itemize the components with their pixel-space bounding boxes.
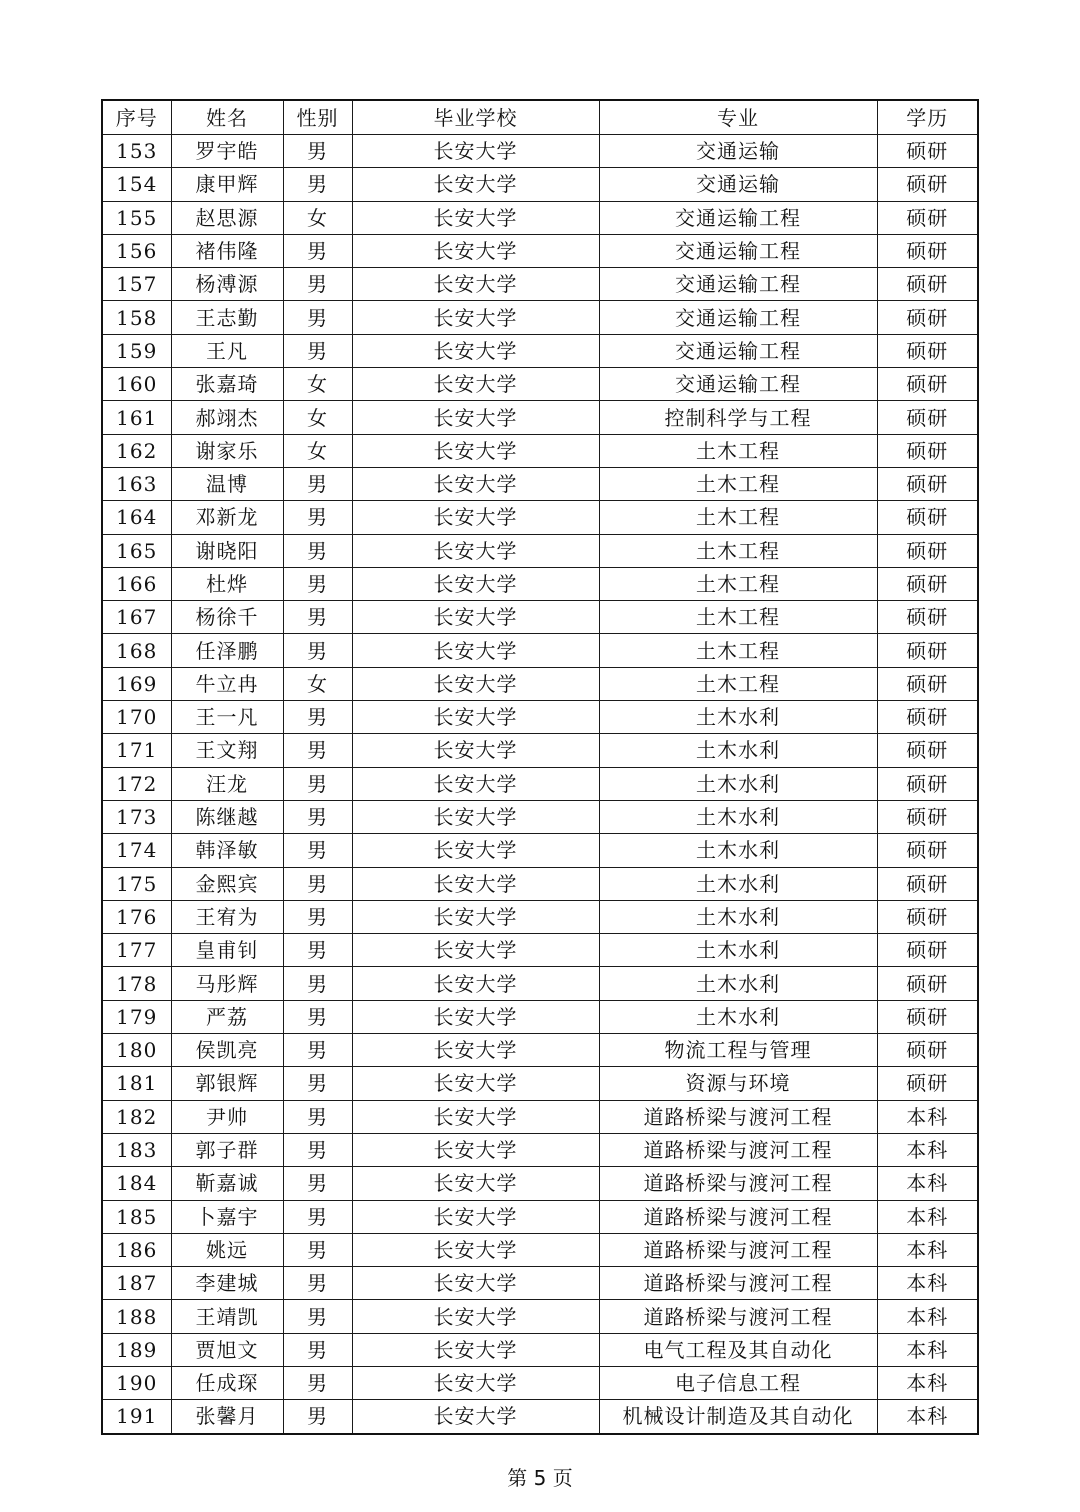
cell-degree: 硕研: [877, 501, 978, 534]
cell-gender: 男: [283, 501, 352, 534]
table-body: [102, 135, 978, 1434]
table-row: [102, 1034, 978, 1067]
cell-major: 道路桥梁与渡河工程: [599, 1167, 877, 1200]
cell-school: 长安大学: [352, 1133, 599, 1166]
cell-index: 169: [102, 667, 171, 700]
cell-major: 道路桥梁与渡河工程: [599, 1100, 877, 1133]
cell-degree: 硕研: [877, 867, 978, 900]
cell-index: 177: [102, 934, 171, 967]
table-row: [102, 1333, 978, 1366]
cell-name: 汪龙: [171, 767, 283, 800]
header-row: [102, 100, 978, 135]
table-row: [102, 368, 978, 401]
cell-gender: 男: [283, 601, 352, 634]
cell-name: 牛立冉: [171, 667, 283, 700]
table-row: [102, 834, 978, 867]
page-number: 第 5 页: [507, 1466, 573, 1490]
cell-degree: 硕研: [877, 401, 978, 434]
cell-major: 土木工程: [599, 467, 877, 500]
header-cell-major: 专业: [599, 100, 877, 135]
cell-gender: 男: [283, 834, 352, 867]
cell-school: 长安大学: [352, 301, 599, 334]
cell-major: 土木工程: [599, 667, 877, 700]
cell-degree: 本科: [877, 1133, 978, 1166]
table-row: [102, 1100, 978, 1133]
table-row: [102, 601, 978, 634]
cell-name: 姚远: [171, 1233, 283, 1266]
cell-name: 郝翊杰: [171, 401, 283, 434]
cell-school: 长安大学: [352, 800, 599, 833]
cell-degree: 硕研: [877, 334, 978, 367]
cell-name: 褚伟隆: [171, 234, 283, 267]
table-row: [102, 867, 978, 900]
cell-major: 土木工程: [599, 601, 877, 634]
cell-index: 180: [102, 1034, 171, 1067]
cell-gender: 男: [283, 567, 352, 600]
cell-school: 长安大学: [352, 1300, 599, 1333]
cell-degree: 硕研: [877, 135, 978, 168]
table-row: [102, 1267, 978, 1300]
cell-school: 长安大学: [352, 534, 599, 567]
cell-major: 道路桥梁与渡河工程: [599, 1300, 877, 1333]
cell-school: 长安大学: [352, 1267, 599, 1300]
cell-name: 郭子群: [171, 1133, 283, 1166]
cell-name: 王文翔: [171, 734, 283, 767]
cell-name: 张嘉琦: [171, 368, 283, 401]
cell-major: 土木工程: [599, 501, 877, 534]
table-row: [102, 1233, 978, 1266]
cell-index: 186: [102, 1233, 171, 1266]
cell-school: 长安大学: [352, 601, 599, 634]
cell-degree: 硕研: [877, 301, 978, 334]
cell-degree: 硕研: [877, 168, 978, 201]
cell-major: 土木水利: [599, 934, 877, 967]
cell-name: 李建城: [171, 1267, 283, 1300]
cell-gender: 男: [283, 734, 352, 767]
cell-school: 长安大学: [352, 467, 599, 500]
cell-index: 183: [102, 1133, 171, 1166]
cell-index: 159: [102, 334, 171, 367]
table-header: [102, 100, 978, 135]
cell-major: 交通运输工程: [599, 201, 877, 234]
cell-degree: 硕研: [877, 1000, 978, 1033]
cell-major: 道路桥梁与渡河工程: [599, 1267, 877, 1300]
cell-school: 长安大学: [352, 1167, 599, 1200]
cell-gender: 男: [283, 1034, 352, 1067]
cell-school: 长安大学: [352, 501, 599, 534]
cell-school: 长安大学: [352, 567, 599, 600]
header-cell-index: 序号: [102, 100, 171, 135]
cell-school: 长安大学: [352, 1067, 599, 1100]
cell-degree: 本科: [877, 1333, 978, 1366]
cell-gender: 男: [283, 634, 352, 667]
cell-degree: 硕研: [877, 934, 978, 967]
cell-index: 171: [102, 734, 171, 767]
cell-index: 162: [102, 434, 171, 467]
table-row: [102, 634, 978, 667]
cell-gender: 女: [283, 401, 352, 434]
cell-gender: 男: [283, 534, 352, 567]
table-row: [102, 701, 978, 734]
table-row: [102, 501, 978, 534]
cell-school: 长安大学: [352, 767, 599, 800]
cell-gender: 女: [283, 667, 352, 700]
cell-name: 杨徐千: [171, 601, 283, 634]
cell-degree: 本科: [877, 1267, 978, 1300]
cell-gender: 女: [283, 368, 352, 401]
cell-name: 任泽鹏: [171, 634, 283, 667]
cell-index: 160: [102, 368, 171, 401]
cell-degree: 本科: [877, 1400, 978, 1434]
cell-major: 交通运输: [599, 168, 877, 201]
cell-major: 物流工程与管理: [599, 1034, 877, 1067]
cell-degree: 硕研: [877, 601, 978, 634]
table-row: [102, 900, 978, 933]
cell-name: 赵思源: [171, 201, 283, 234]
cell-degree: 硕研: [877, 734, 978, 767]
cell-gender: 男: [283, 1100, 352, 1133]
cell-school: 长安大学: [352, 1034, 599, 1067]
table-row: [102, 1167, 978, 1200]
table-row: [102, 567, 978, 600]
cell-gender: 女: [283, 201, 352, 234]
cell-index: 178: [102, 967, 171, 1000]
cell-school: 长安大学: [352, 1100, 599, 1133]
cell-degree: 硕研: [877, 467, 978, 500]
cell-school: 长安大学: [352, 234, 599, 267]
cell-gender: 男: [283, 334, 352, 367]
cell-name: 王志勤: [171, 301, 283, 334]
cell-index: 190: [102, 1366, 171, 1399]
cell-major: 土木工程: [599, 434, 877, 467]
cell-degree: 本科: [877, 1100, 978, 1133]
table-row: [102, 1400, 978, 1434]
cell-gender: 男: [283, 1233, 352, 1266]
cell-degree: 硕研: [877, 834, 978, 867]
cell-gender: 男: [283, 1200, 352, 1233]
cell-major: 交通运输工程: [599, 301, 877, 334]
cell-major: 道路桥梁与渡河工程: [599, 1200, 877, 1233]
table-row: [102, 301, 978, 334]
cell-degree: 本科: [877, 1233, 978, 1266]
cell-major: 电气工程及其自动化: [599, 1333, 877, 1366]
cell-major: 土木水利: [599, 800, 877, 833]
cell-school: 长安大学: [352, 667, 599, 700]
cell-major: 土木水利: [599, 767, 877, 800]
cell-major: 交通运输工程: [599, 234, 877, 267]
cell-index: 170: [102, 701, 171, 734]
cell-name: 金熙宾: [171, 867, 283, 900]
table-row: [102, 1000, 978, 1033]
table-row: [102, 234, 978, 267]
cell-gender: 男: [283, 800, 352, 833]
cell-school: 长安大学: [352, 1333, 599, 1366]
cell-school: 长安大学: [352, 201, 599, 234]
table-row: [102, 734, 978, 767]
cell-gender: 男: [283, 467, 352, 500]
cell-index: 173: [102, 800, 171, 833]
table-row: [102, 800, 978, 833]
cell-index: 182: [102, 1100, 171, 1133]
cell-index: 154: [102, 168, 171, 201]
cell-major: 道路桥梁与渡河工程: [599, 1133, 877, 1166]
cell-name: 杨溥源: [171, 268, 283, 301]
cell-school: 长安大学: [352, 867, 599, 900]
cell-gender: 男: [283, 767, 352, 800]
cell-degree: 硕研: [877, 767, 978, 800]
cell-school: 长安大学: [352, 734, 599, 767]
table-row: [102, 401, 978, 434]
cell-index: 166: [102, 567, 171, 600]
cell-index: 164: [102, 501, 171, 534]
cell-school: 长安大学: [352, 168, 599, 201]
cell-school: 长安大学: [352, 1200, 599, 1233]
cell-gender: 男: [283, 701, 352, 734]
cell-major: 土木工程: [599, 567, 877, 600]
cell-degree: 硕研: [877, 534, 978, 567]
cell-index: 175: [102, 867, 171, 900]
cell-name: 王宥为: [171, 900, 283, 933]
roster-table: [101, 99, 979, 1435]
cell-degree: 硕研: [877, 900, 978, 933]
cell-degree: 硕研: [877, 967, 978, 1000]
cell-gender: 男: [283, 1366, 352, 1399]
cell-name: 张馨月: [171, 1400, 283, 1434]
cell-index: 157: [102, 268, 171, 301]
cell-gender: 男: [283, 234, 352, 267]
cell-gender: 女: [283, 434, 352, 467]
cell-degree: 硕研: [877, 634, 978, 667]
table-row: [102, 467, 978, 500]
cell-gender: 男: [283, 1267, 352, 1300]
cell-degree: 本科: [877, 1366, 978, 1399]
cell-index: 168: [102, 634, 171, 667]
cell-gender: 男: [283, 934, 352, 967]
table-row: [102, 1133, 978, 1166]
cell-index: 185: [102, 1200, 171, 1233]
cell-degree: 硕研: [877, 268, 978, 301]
cell-degree: 硕研: [877, 667, 978, 700]
table-row: [102, 201, 978, 234]
cell-index: 167: [102, 601, 171, 634]
cell-school: 长安大学: [352, 1000, 599, 1033]
cell-major: 土木工程: [599, 634, 877, 667]
cell-name: 严荔: [171, 1000, 283, 1033]
cell-index: 187: [102, 1267, 171, 1300]
cell-gender: 男: [283, 168, 352, 201]
cell-gender: 男: [283, 268, 352, 301]
cell-degree: 硕研: [877, 368, 978, 401]
cell-name: 韩泽敏: [171, 834, 283, 867]
cell-name: 王靖凯: [171, 1300, 283, 1333]
cell-gender: 男: [283, 135, 352, 168]
cell-major: 交通运输工程: [599, 368, 877, 401]
cell-major: 土木水利: [599, 867, 877, 900]
cell-degree: 本科: [877, 1300, 978, 1333]
cell-school: 长安大学: [352, 368, 599, 401]
cell-school: 长安大学: [352, 334, 599, 367]
cell-name: 谢晓阳: [171, 534, 283, 567]
table-row: [102, 967, 978, 1000]
cell-school: 长安大学: [352, 135, 599, 168]
cell-index: 158: [102, 301, 171, 334]
cell-major: 机械设计制造及其自动化: [599, 1400, 877, 1434]
cell-name: 任成琛: [171, 1366, 283, 1399]
cell-name: 温博: [171, 467, 283, 500]
table-row: [102, 767, 978, 800]
cell-name: 皇甫钊: [171, 934, 283, 967]
cell-major: 交通运输: [599, 135, 877, 168]
cell-name: 卜嘉宇: [171, 1200, 283, 1233]
cell-gender: 男: [283, 900, 352, 933]
cell-major: 土木工程: [599, 534, 877, 567]
cell-school: 长安大学: [352, 401, 599, 434]
table-row: [102, 334, 978, 367]
cell-index: 176: [102, 900, 171, 933]
cell-gender: 男: [283, 1400, 352, 1434]
cell-name: 王凡: [171, 334, 283, 367]
cell-index: 174: [102, 834, 171, 867]
cell-major: 土木水利: [599, 701, 877, 734]
cell-name: 谢家乐: [171, 434, 283, 467]
cell-index: 156: [102, 234, 171, 267]
cell-name: 康甲辉: [171, 168, 283, 201]
table-row: [102, 434, 978, 467]
cell-degree: 硕研: [877, 434, 978, 467]
cell-degree: 本科: [877, 1200, 978, 1233]
cell-name: 贾旭文: [171, 1333, 283, 1366]
cell-gender: 男: [283, 301, 352, 334]
cell-gender: 男: [283, 1167, 352, 1200]
cell-index: 184: [102, 1167, 171, 1200]
cell-school: 长安大学: [352, 834, 599, 867]
header-cell-degree: 学历: [877, 100, 978, 135]
table-row: [102, 1200, 978, 1233]
cell-index: 172: [102, 767, 171, 800]
cell-major: 控制科学与工程: [599, 401, 877, 434]
cell-degree: 硕研: [877, 1067, 978, 1100]
header-cell-school: 毕业学校: [352, 100, 599, 135]
cell-degree: 硕研: [877, 201, 978, 234]
cell-index: 153: [102, 135, 171, 168]
cell-index: 179: [102, 1000, 171, 1033]
header-cell-gender: 性别: [283, 100, 352, 135]
cell-index: 189: [102, 1333, 171, 1366]
cell-degree: 硕研: [877, 567, 978, 600]
cell-name: 郭银辉: [171, 1067, 283, 1100]
cell-gender: 男: [283, 1133, 352, 1166]
cell-school: 长安大学: [352, 634, 599, 667]
cell-gender: 男: [283, 1333, 352, 1366]
table-row: [102, 667, 978, 700]
table-row: [102, 1366, 978, 1399]
table-row: [102, 1067, 978, 1100]
cell-degree: 硕研: [877, 234, 978, 267]
cell-degree: 硕研: [877, 1034, 978, 1067]
cell-index: 191: [102, 1400, 171, 1434]
cell-index: 161: [102, 401, 171, 434]
cell-major: 资源与环境: [599, 1067, 877, 1100]
cell-index: 188: [102, 1300, 171, 1333]
cell-major: 交通运输工程: [599, 334, 877, 367]
cell-degree: 硕研: [877, 701, 978, 734]
table-row: [102, 1300, 978, 1333]
cell-major: 土木水利: [599, 900, 877, 933]
cell-name: 杜烨: [171, 567, 283, 600]
cell-index: 155: [102, 201, 171, 234]
cell-major: 土木水利: [599, 834, 877, 867]
cell-major: 交通运输工程: [599, 268, 877, 301]
cell-gender: 男: [283, 867, 352, 900]
cell-name: 尹帅: [171, 1100, 283, 1133]
cell-index: 163: [102, 467, 171, 500]
cell-major: 电子信息工程: [599, 1366, 877, 1399]
cell-name: 靳嘉诚: [171, 1167, 283, 1200]
table-row: [102, 135, 978, 168]
cell-name: 侯凯亮: [171, 1034, 283, 1067]
cell-school: 长安大学: [352, 967, 599, 1000]
cell-major: 道路桥梁与渡河工程: [599, 1233, 877, 1266]
cell-gender: 男: [283, 967, 352, 1000]
cell-school: 长安大学: [352, 268, 599, 301]
cell-school: 长安大学: [352, 1233, 599, 1266]
cell-major: 土木水利: [599, 1000, 877, 1033]
header-cell-name: 姓名: [171, 100, 283, 135]
cell-index: 181: [102, 1067, 171, 1100]
table-row: [102, 168, 978, 201]
table-row: [102, 934, 978, 967]
cell-name: 马彤辉: [171, 967, 283, 1000]
table-row: [102, 534, 978, 567]
cell-major: 土木水利: [599, 734, 877, 767]
cell-school: 长安大学: [352, 1366, 599, 1399]
cell-degree: 本科: [877, 1167, 978, 1200]
cell-school: 长安大学: [352, 1400, 599, 1434]
cell-name: 王一凡: [171, 701, 283, 734]
cell-gender: 男: [283, 1067, 352, 1100]
cell-name: 邓新龙: [171, 501, 283, 534]
cell-gender: 男: [283, 1000, 352, 1033]
cell-school: 长安大学: [352, 934, 599, 967]
cell-gender: 男: [283, 1300, 352, 1333]
cell-major: 土木水利: [599, 967, 877, 1000]
cell-name: 罗宇皓: [171, 135, 283, 168]
cell-school: 长安大学: [352, 434, 599, 467]
cell-school: 长安大学: [352, 701, 599, 734]
cell-name: 陈继越: [171, 800, 283, 833]
cell-degree: 硕研: [877, 800, 978, 833]
cell-school: 长安大学: [352, 900, 599, 933]
cell-index: 165: [102, 534, 171, 567]
table-row: [102, 268, 978, 301]
